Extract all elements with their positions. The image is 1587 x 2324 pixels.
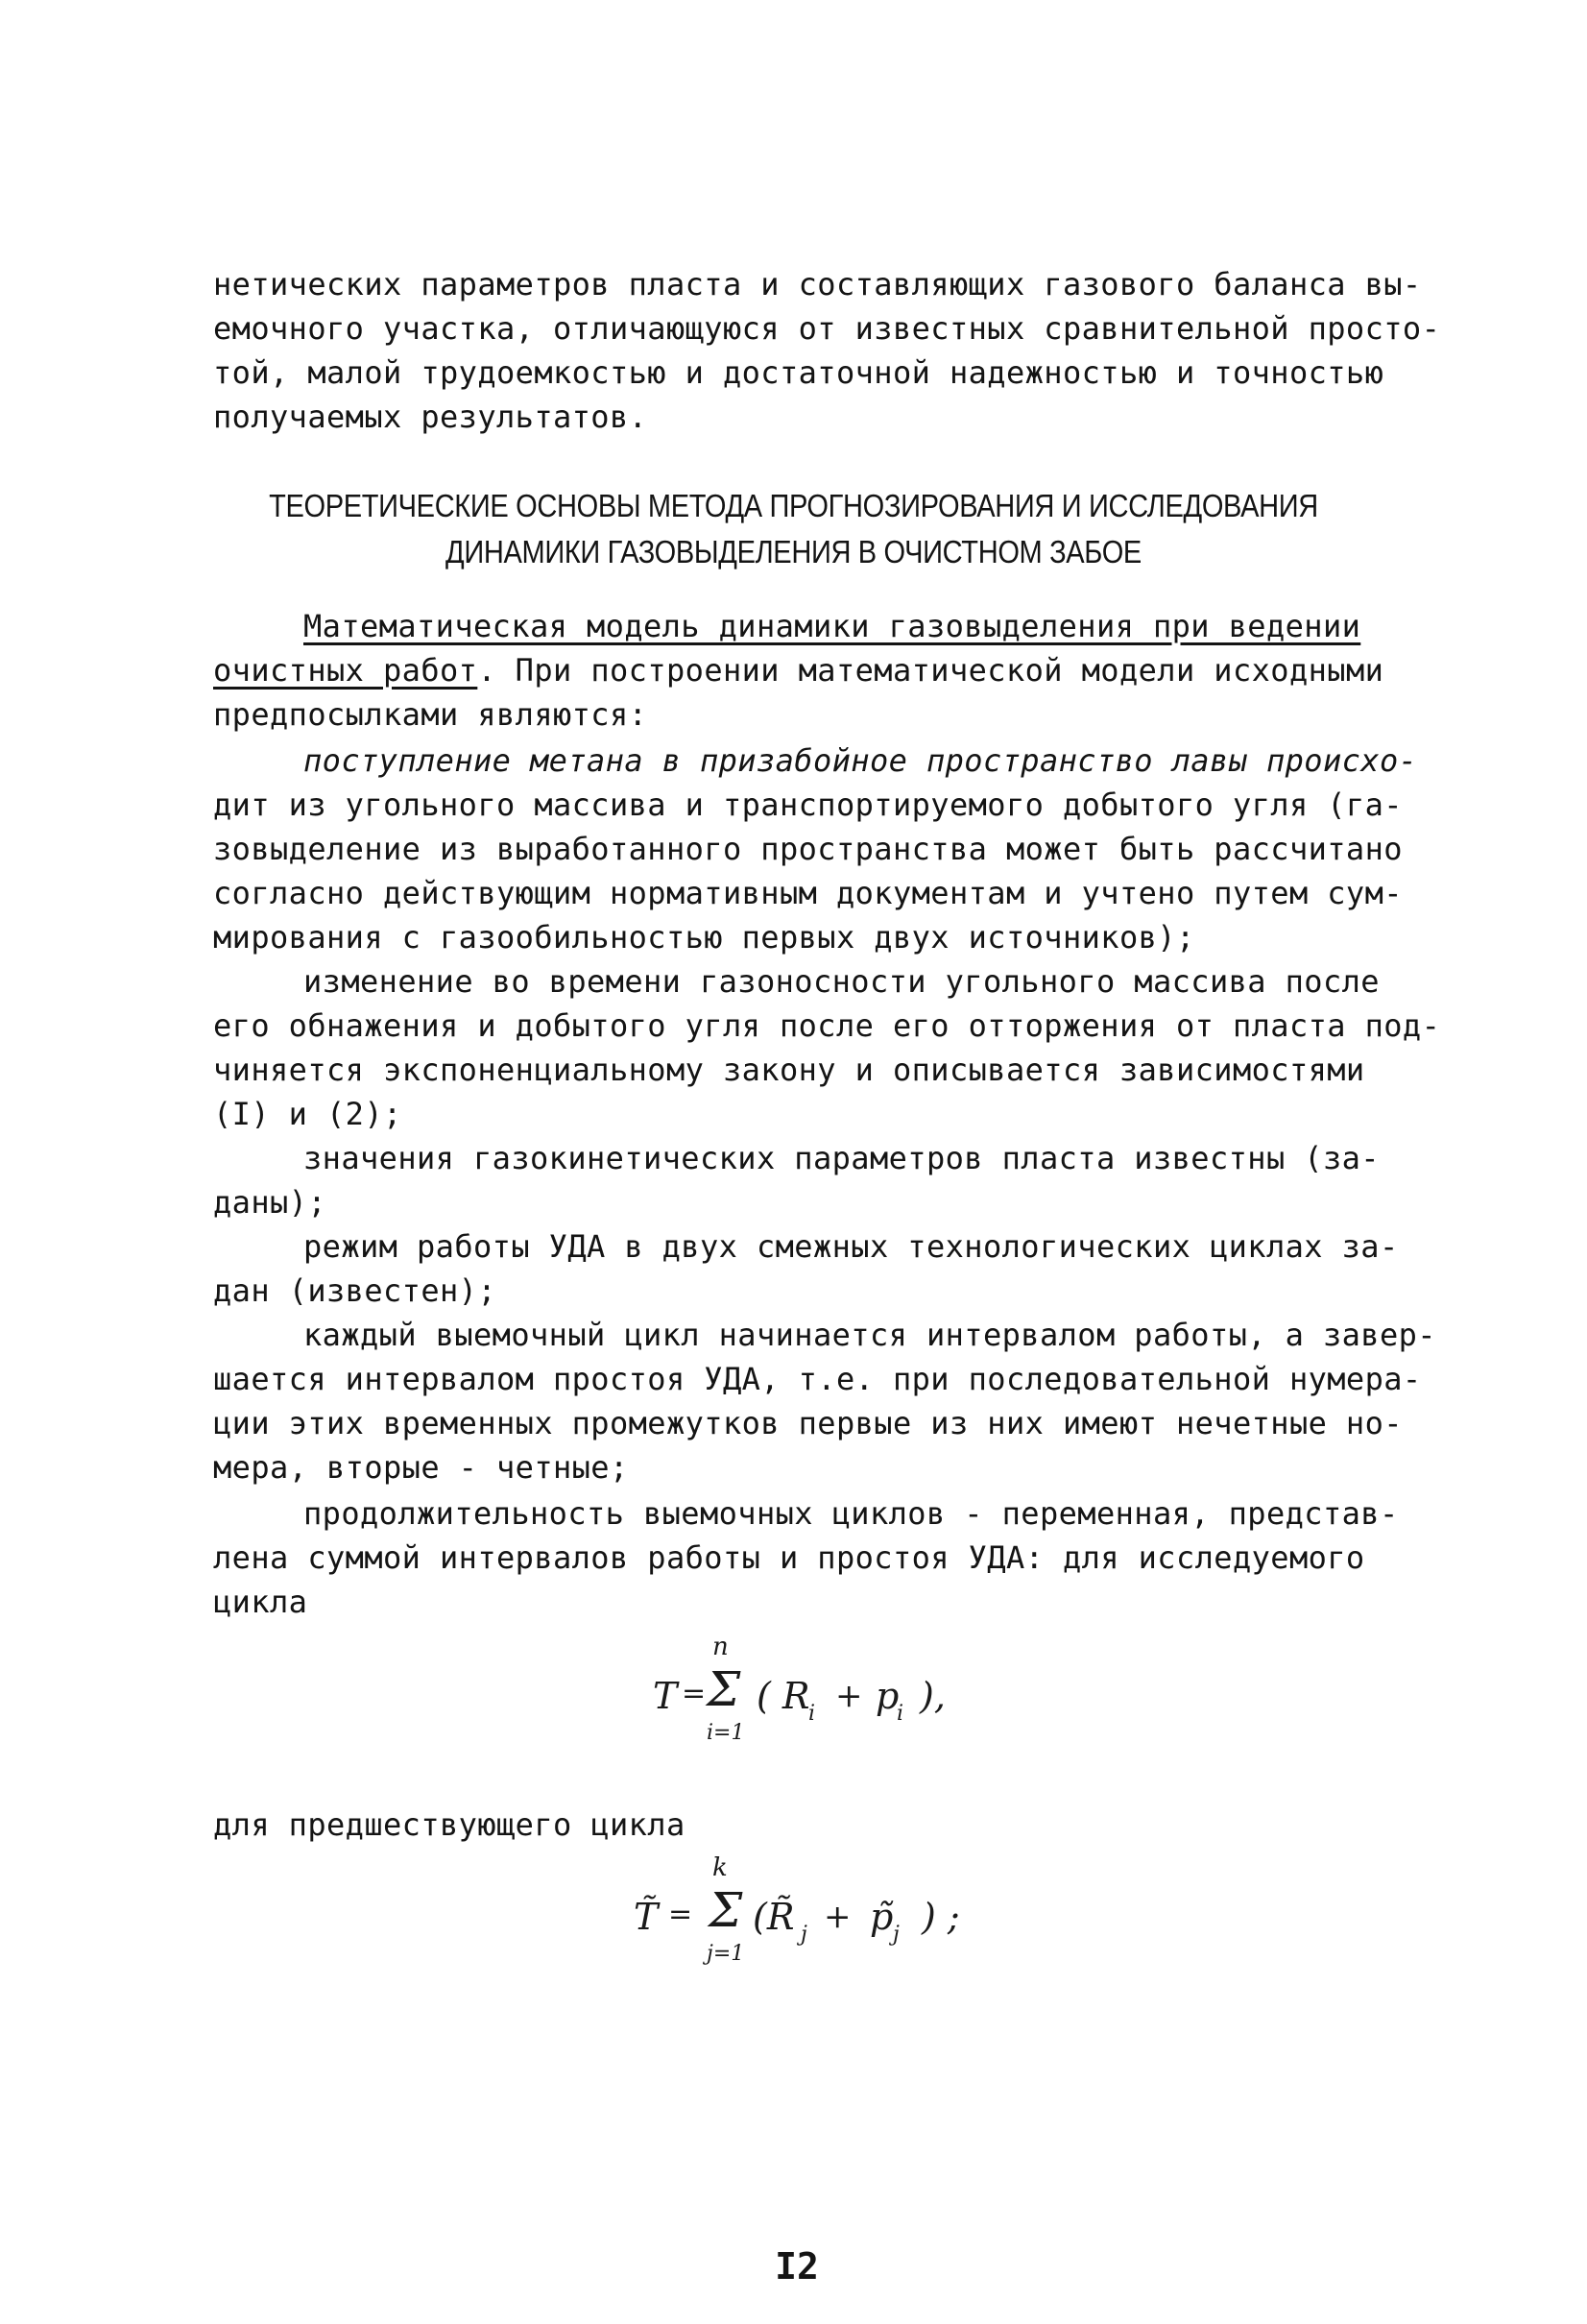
subsection-title — [303, 607, 1398, 645]
premise-1-line-2: дит из угольного массива и транспортируемого добытого угля (га- — [213, 787, 1403, 823]
intro-line-4: получаемых результатов. — [213, 399, 648, 435]
premise-5-line-1: каждый выемочный цикл начинается интервалом работы, а завер- — [303, 1317, 1436, 1353]
premise-1-line-1: поступление метана в призабойное пространство лавы происхо- — [303, 742, 1418, 779]
premise-3-line-1: значения газокинетических параметров пласта известны (за- — [303, 1140, 1380, 1176]
formula-2-equals: = — [668, 1898, 693, 1931]
formula-cycle-duration — [653, 1633, 1037, 1757]
premise-1-line-5: мирования с газообильностью первых двух источников); — [213, 919, 1195, 956]
premise-4-line-1: режим работы УДА в двух смежных технологических циклах за- — [303, 1228, 1399, 1265]
formula-2-sub-1: j — [801, 1923, 807, 1947]
premise-4-line-2: дан (известен); — [213, 1272, 496, 1309]
subsection-line-2-rest: . При построении математической модели исходными — [477, 652, 1384, 689]
subsection-title-line-1: Математическая модель динамики газовыделения при ведении — [303, 608, 1361, 644]
premise-2-line-2: его обнажения и добытого угля после его отторжения от пласта под- — [213, 1007, 1441, 1044]
formula-2-sum-sign: Σ — [709, 1882, 743, 1938]
premise-6-line-2: лена суммой интервалов работы и простоя УДА: для исследуемого — [213, 1539, 1365, 1576]
section-heading-line-2: ДИНАМИКИ ГАЗОВЫДЕЛЕНИЯ В ОЧИСТНОМ ЗАБОЕ — [445, 534, 1142, 569]
formula-2-lower-limit: j=1 — [707, 1942, 745, 1966]
premise-2-line-4: (I) и (2); — [213, 1096, 402, 1132]
formula-1-p: p — [876, 1675, 900, 1717]
formula-2-lhs: T̃ — [634, 1896, 659, 1938]
premise-5-line-4: мера, вторые - четные; — [213, 1449, 629, 1486]
formula-1-equals: = — [682, 1677, 707, 1710]
formula-2-plus: + — [824, 1898, 852, 1936]
formula-1-body: ( R — [757, 1675, 810, 1717]
premise-6-line-1: продолжительность выемочных циклов - переменная, представ- — [303, 1495, 1399, 1532]
formula-1-upper-limit: n — [712, 1633, 729, 1661]
formula-1-sum-sign: Σ — [707, 1661, 741, 1717]
formula-2-upper-limit: k — [712, 1853, 728, 1882]
premise-5-line-2: шается интервалом простоя УДА, т.е. при последовательной нумера- — [213, 1361, 1422, 1397]
formula-2-close: ) ; — [922, 1896, 960, 1938]
intro-line-3: той, малой трудоемкостью и достаточной надежностью и точностью — [213, 354, 1384, 391]
intro-line-1: нетических параметров пласта и составляющих газового баланса вы- — [213, 266, 1422, 303]
premise-2-line-3: чиняется экспоненциальному закону и описывается зависимостями — [213, 1052, 1365, 1088]
formula-1-lhs: T — [653, 1675, 678, 1717]
section-heading-line-1: ТЕОРЕТИЧЕСКИЕ ОСНОВЫ МЕТОДА ПРОГНОЗИРОВАНИЯ И ИССЛЕДОВАНИЯ — [269, 488, 1318, 523]
formula-prev-cycle-duration — [634, 1853, 1037, 1978]
formula-1-lower-limit: i=1 — [707, 1721, 745, 1745]
premise-5-line-3: ции этих временных промежутков первые из них имеют нечетные но- — [213, 1405, 1403, 1441]
intro-line-2: емочного участка, отличающуюся от известных сравнительной просто- — [213, 310, 1441, 347]
formula-1-plus: + — [835, 1677, 863, 1715]
subsection-line-2 — [213, 651, 1394, 690]
page-number: I2 — [775, 2245, 819, 2288]
premise-6-line-3: цикла — [213, 1584, 308, 1620]
formula-1-sub-2: i — [897, 1702, 904, 1726]
subsection-title-line-2: очистных работ — [213, 652, 478, 689]
premise-2-line-1: изменение во времени газоносности угольного массива после — [303, 963, 1380, 1000]
subsection-line-3: предпосылками являются: — [213, 696, 648, 733]
premise-1-line-4: согласно действующим нормативным документам и учтено путем сум- — [213, 875, 1403, 911]
premise-1-line-3: зовыделение из выработанного пространства может быть рассчитано — [213, 831, 1403, 867]
prev-cycle-label: для предшествующего цикла — [213, 1806, 685, 1843]
formula-2-body: (R̃ — [753, 1896, 795, 1938]
formula-2-sub-2: j — [893, 1923, 900, 1947]
premise-3-line-2: даны); — [213, 1184, 326, 1221]
formula-2-p: p̃ — [870, 1896, 894, 1938]
formula-1-close: ), — [920, 1675, 946, 1717]
formula-1-sub-1: i — [808, 1702, 816, 1726]
